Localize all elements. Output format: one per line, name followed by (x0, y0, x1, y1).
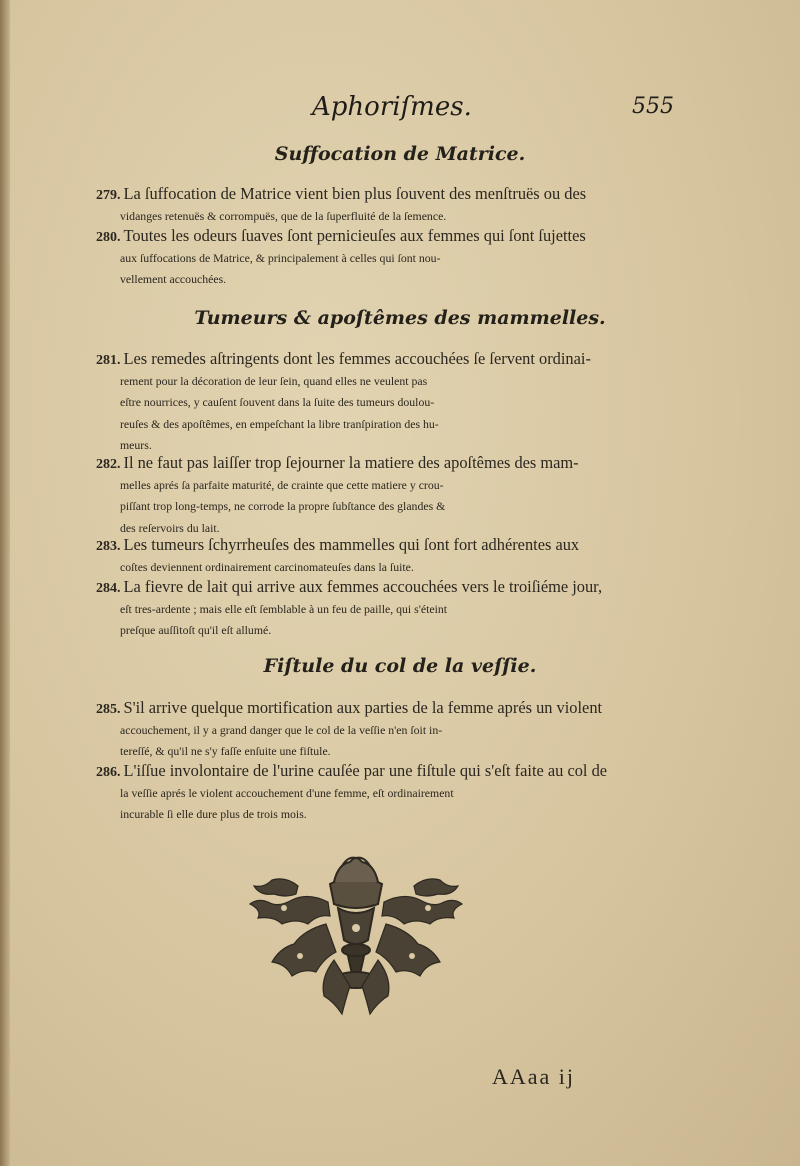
aphorism-number: 285. (96, 702, 121, 717)
aphorism-text: Les tumeurs ſchyrrheuſes des mammelles qui ſont fort adhérentes aux (123, 535, 580, 554)
aphorism-line: rement pour la décoration de leur ſein, quand elles ne veulent pas (120, 374, 428, 389)
section-heading-suffocation: Suffocation de Matrice. (274, 143, 526, 165)
aphorism-line: vidanges retenuës & corrompuës, que de la ſuperfluité de la ſemence. (120, 209, 447, 224)
aphorism-line (96, 183, 671, 206)
aphorism-line: piſſant trop long-temps, ne corrode la propre ſubſtance des glandes & (120, 499, 446, 514)
aphorism-text: Il ne faut pas laiſſer trop ſejourner la matiere des apoſtêmes des mam- (123, 453, 579, 472)
aphorism-280 (96, 225, 671, 291)
aphorism-line (96, 760, 671, 783)
aphorism-283 (96, 534, 671, 578)
ornament-vignette-icon (238, 852, 474, 1027)
aphorism-line (96, 348, 671, 371)
aphorism-line: tereſſé, & qu'il ne s'y faſſe enſuite une fiſtule. (120, 744, 331, 759)
aphorism-text: La ſuffocation de Matrice vient bien plus ſouvent des menſtruës ou des (123, 184, 587, 203)
section-heading-fistule: Fiſtule du col de la veſſie. (263, 655, 537, 677)
aphorism-number: 281. (96, 353, 121, 368)
aphorism-285 (96, 697, 671, 763)
aphorism-number: 286. (96, 765, 121, 780)
aphorism-line: incurable ſi elle dure plus de trois mois. (120, 807, 307, 822)
aphorism-line (96, 697, 671, 720)
aphorism-line: des reſervoirs du lait. (120, 520, 220, 535)
aphorism-text: La fievre de lait qui arrive aux femmes accouchées vers le troiſiéme jour, (123, 577, 603, 596)
aphorism-line (96, 576, 671, 599)
aphorism-line (96, 452, 671, 475)
aphorism-line: eſtre nourrices, y cauſent ſouvent dans la ſuite des tumeurs doulou- (120, 395, 435, 410)
aphorism-line: eſt tres-ardente ; mais elle eſt ſemblable à un feu de paille, qui s'éteint (120, 602, 448, 617)
aphorism-line: coſtes deviennent ordinairement carcinomateuſes dans la ſuite. (120, 560, 414, 575)
aphorism-number: 284. (96, 581, 121, 596)
aphorism-text: Toutes les odeurs ſuaves ſont pernicieuſes aux femmes qui ſont ſujettes (123, 226, 586, 245)
aphorism-line: melles aprés ſa parfaite maturité, de crainte que cette matiere y crou- (120, 478, 444, 493)
aphorism-281 (96, 348, 671, 456)
aphorism-line: meurs. (120, 437, 152, 452)
aphorism-number: 280. (96, 230, 121, 245)
aphorism-line: la veſſie aprés le violent accouchement d'une femme, eſt ordinairement (120, 786, 454, 801)
aphorism-text: S'il arrive quelque mortification aux parties de la femme aprés un violent (123, 698, 603, 717)
aphorism-line: vellement accouchées. (120, 272, 227, 287)
running-head (0, 88, 800, 128)
signature-mark: AAaa ij (492, 1064, 576, 1089)
aphorism-number: 283. (96, 539, 121, 554)
aphorism-line: preſque auſſitoſt qu'il eſt allumé. (120, 623, 272, 638)
aphorism-line: reuſes & des apoſtêmes, en empeſchant la libre tranſpiration des hu- (120, 416, 439, 431)
running-title: Aphoriſmes. (312, 92, 472, 122)
page-number: 555 (632, 94, 674, 119)
section-heading-tumeurs: Tumeurs & apoſtêmes des mammelles. (194, 307, 606, 329)
aphorism-line (96, 534, 671, 557)
aphorism-number: 279. (96, 188, 121, 203)
aphorism-text: Les remedes aſtringents dont les femmes accouchées ſe ſervent ordinai- (123, 349, 591, 368)
aphorism-286 (96, 760, 671, 826)
aphorism-line: aux ſuffocations de Matrice, & principalement à celles qui ſont nou- (120, 251, 441, 266)
aphorism-text: L'iſſue involontaire de l'urine cauſée par une fiſtule qui s'eſt faite au col de (123, 761, 608, 780)
aphorism-number: 282. (96, 457, 121, 472)
aphorism-282 (96, 452, 671, 539)
page-edge (0, 0, 10, 1166)
aphorism-line: accouchement, il y a grand danger que le col de la veſſie n'en ſoit in- (120, 723, 443, 738)
aphorism-279 (96, 183, 671, 227)
aphorism-284 (96, 576, 671, 642)
aphorism-line (96, 225, 671, 248)
